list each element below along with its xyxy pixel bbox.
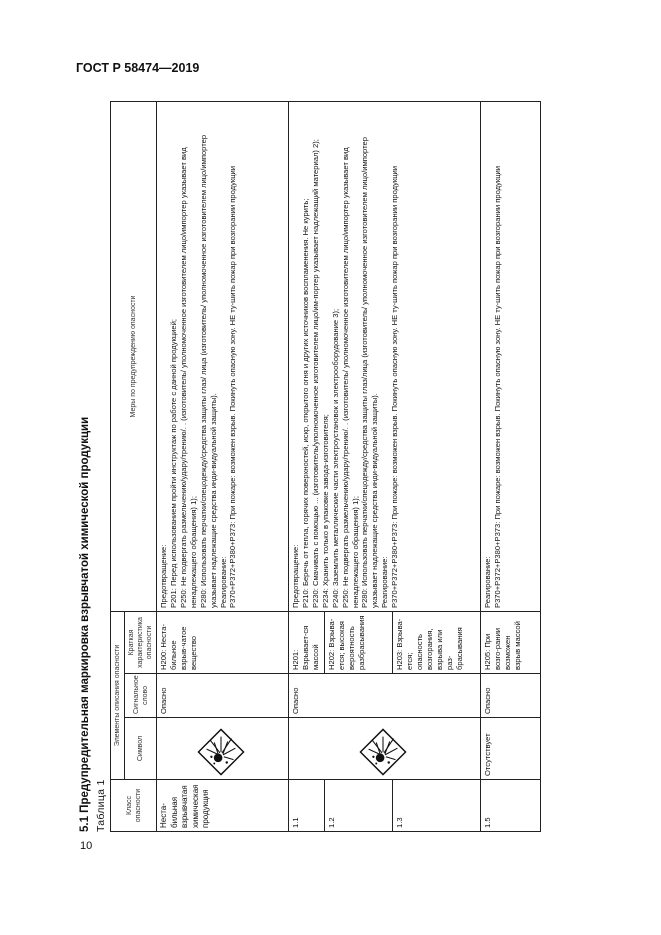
measures-cell: Реагирование: P370+P372+P380+P373: При пожаре: возможен взрыв. Покинуть опасную зону. НЕ ту-шить пожар при возгорании продукции [481,101,541,611]
col-header-hazard: Краткая характеристика опасности [125,611,157,673]
rotated-page-content [79,72,522,832]
explosive-bomb-icon [197,728,245,776]
col-header-signal-word: Сигнальное слово [125,674,157,718]
class-cell: 1.2 [325,780,393,832]
col-header-class: Класс опасности [111,780,157,832]
signal-word-cell: Опасно [157,674,289,718]
hazard-cell: H201: Взрывает-ся массой [289,611,325,673]
measure-line: Предотвращение: [159,544,169,608]
signal-word-cell: Опасно [289,674,481,718]
measure-line: P280: Использовать перчатки/спецодежду/средства защиты глаз/ лица (изготовитель/ уполномоченное изготовителем лицо/импортер указывает надлежащие средства инди-видуальной защиты). [198,134,218,608]
col-header-measures: Меры по предупреждению опасности [111,101,157,611]
table-row [289,101,325,831]
class-cell: 1.5 [481,780,541,832]
measure-line: Реагирование: [218,556,228,608]
class-cell: 1.3 [393,780,481,832]
class-cell: 1.1 [289,780,325,832]
measure-line: P240: Заземлить металлические части электроустановок и электрооборудование 3); [330,308,340,608]
measure-line: P250: Не подвергать размельчению/удару/трению/. . (изготовитель/ уполномоченное изготовителем лицо/импортер указывает вид ненадлежащего обращения) 1); [179,147,198,608]
table-header-row [111,101,125,831]
section-title: 5.1 Предупредительная маркировка взрывчатой химической продукции [79,416,91,832]
symbol-cell [289,718,481,780]
document-code-header: ГОСТ Р 58474—2019 [76,61,200,75]
hazard-table [110,101,541,832]
hazard-cell: H203: Взрыва-ется; опасность возгорания, взрыва или раз-брасывания [393,611,481,673]
explosive-bomb-icon [359,728,407,776]
symbol-cell [157,718,289,780]
hazard-cell: H202: Взрыва-ется; высокая вероятность разбрасывания [325,611,393,673]
page-number: 10 [80,840,93,852]
measure-line: P280: Использовать перчатки/спецодежду/средства защиты глаз/лица (изготовитель/ уполномоченное изготовителем лицо/импортер указывает надлежащие средства инди-видуальной защиты). [360,137,380,608]
measure-line: P210: Беречь от тепла, горячих поверхностей, искр, открытого огня и других источников воспламенения. Не курить; [301,198,311,608]
measure-line: P370+P372+P380+P373: При пожаре: возможен взрыв. Покинуть опасную зону. НЕ ту-шить пожар при возгорании продукции [228,165,238,608]
measure-line: P234: Хранить только в упаковке завода-изготовителя; [320,414,330,608]
table-label: Таблица 1 [95,779,107,832]
class-cell: Неста-бильная взрывчатая химическая продукция [157,780,289,832]
measure-line: P230: Смачивать с помощью ... (изготовитель/уполномоченное изготовителем лицо/им-портер указывает надлежащий материал) 2); [311,139,321,608]
col-header-group: Элементы описания опасности [111,611,125,779]
measure-line: P250: Не подвергать размельчению/удару/трению/. . (изготовитель/ уполномоченное изготовителем лицо/импортер указывает вид ненадлежащего обращения) 1); [340,147,360,608]
table-row [157,101,289,831]
measure-line: P370+P372+P380+P373: При пожаре: возможен взрыв. Покинуть опасную зону. НЕ ту-шить пожар при возгорании продукции [493,165,503,608]
measures-cell [289,101,481,611]
measures-cell [157,101,289,611]
hazard-cell: H200: Неста-бильное взрыв-чатое вещество [157,611,289,673]
table-row [481,101,541,831]
symbol-cell: Отсутствует [481,718,541,780]
hazard-cell: H205: При возго-рании возможен взрыв массой [481,611,541,673]
measure-line: Реагирование: [380,556,390,608]
measure-line: Предотвращение: [291,544,301,608]
measure-line: P201: Перед использованием пройти инструктаж по работе с данной продукцией; [169,319,179,608]
measure-line: P370+P372+P380+P373: При пожаре: возможен взрыв. Покинуть опасную зону. НЕ ту-шить пожар при возгорании продукции [389,165,399,608]
col-header-symbol: Символ [125,718,157,780]
signal-word-cell: Опасно [481,674,541,718]
